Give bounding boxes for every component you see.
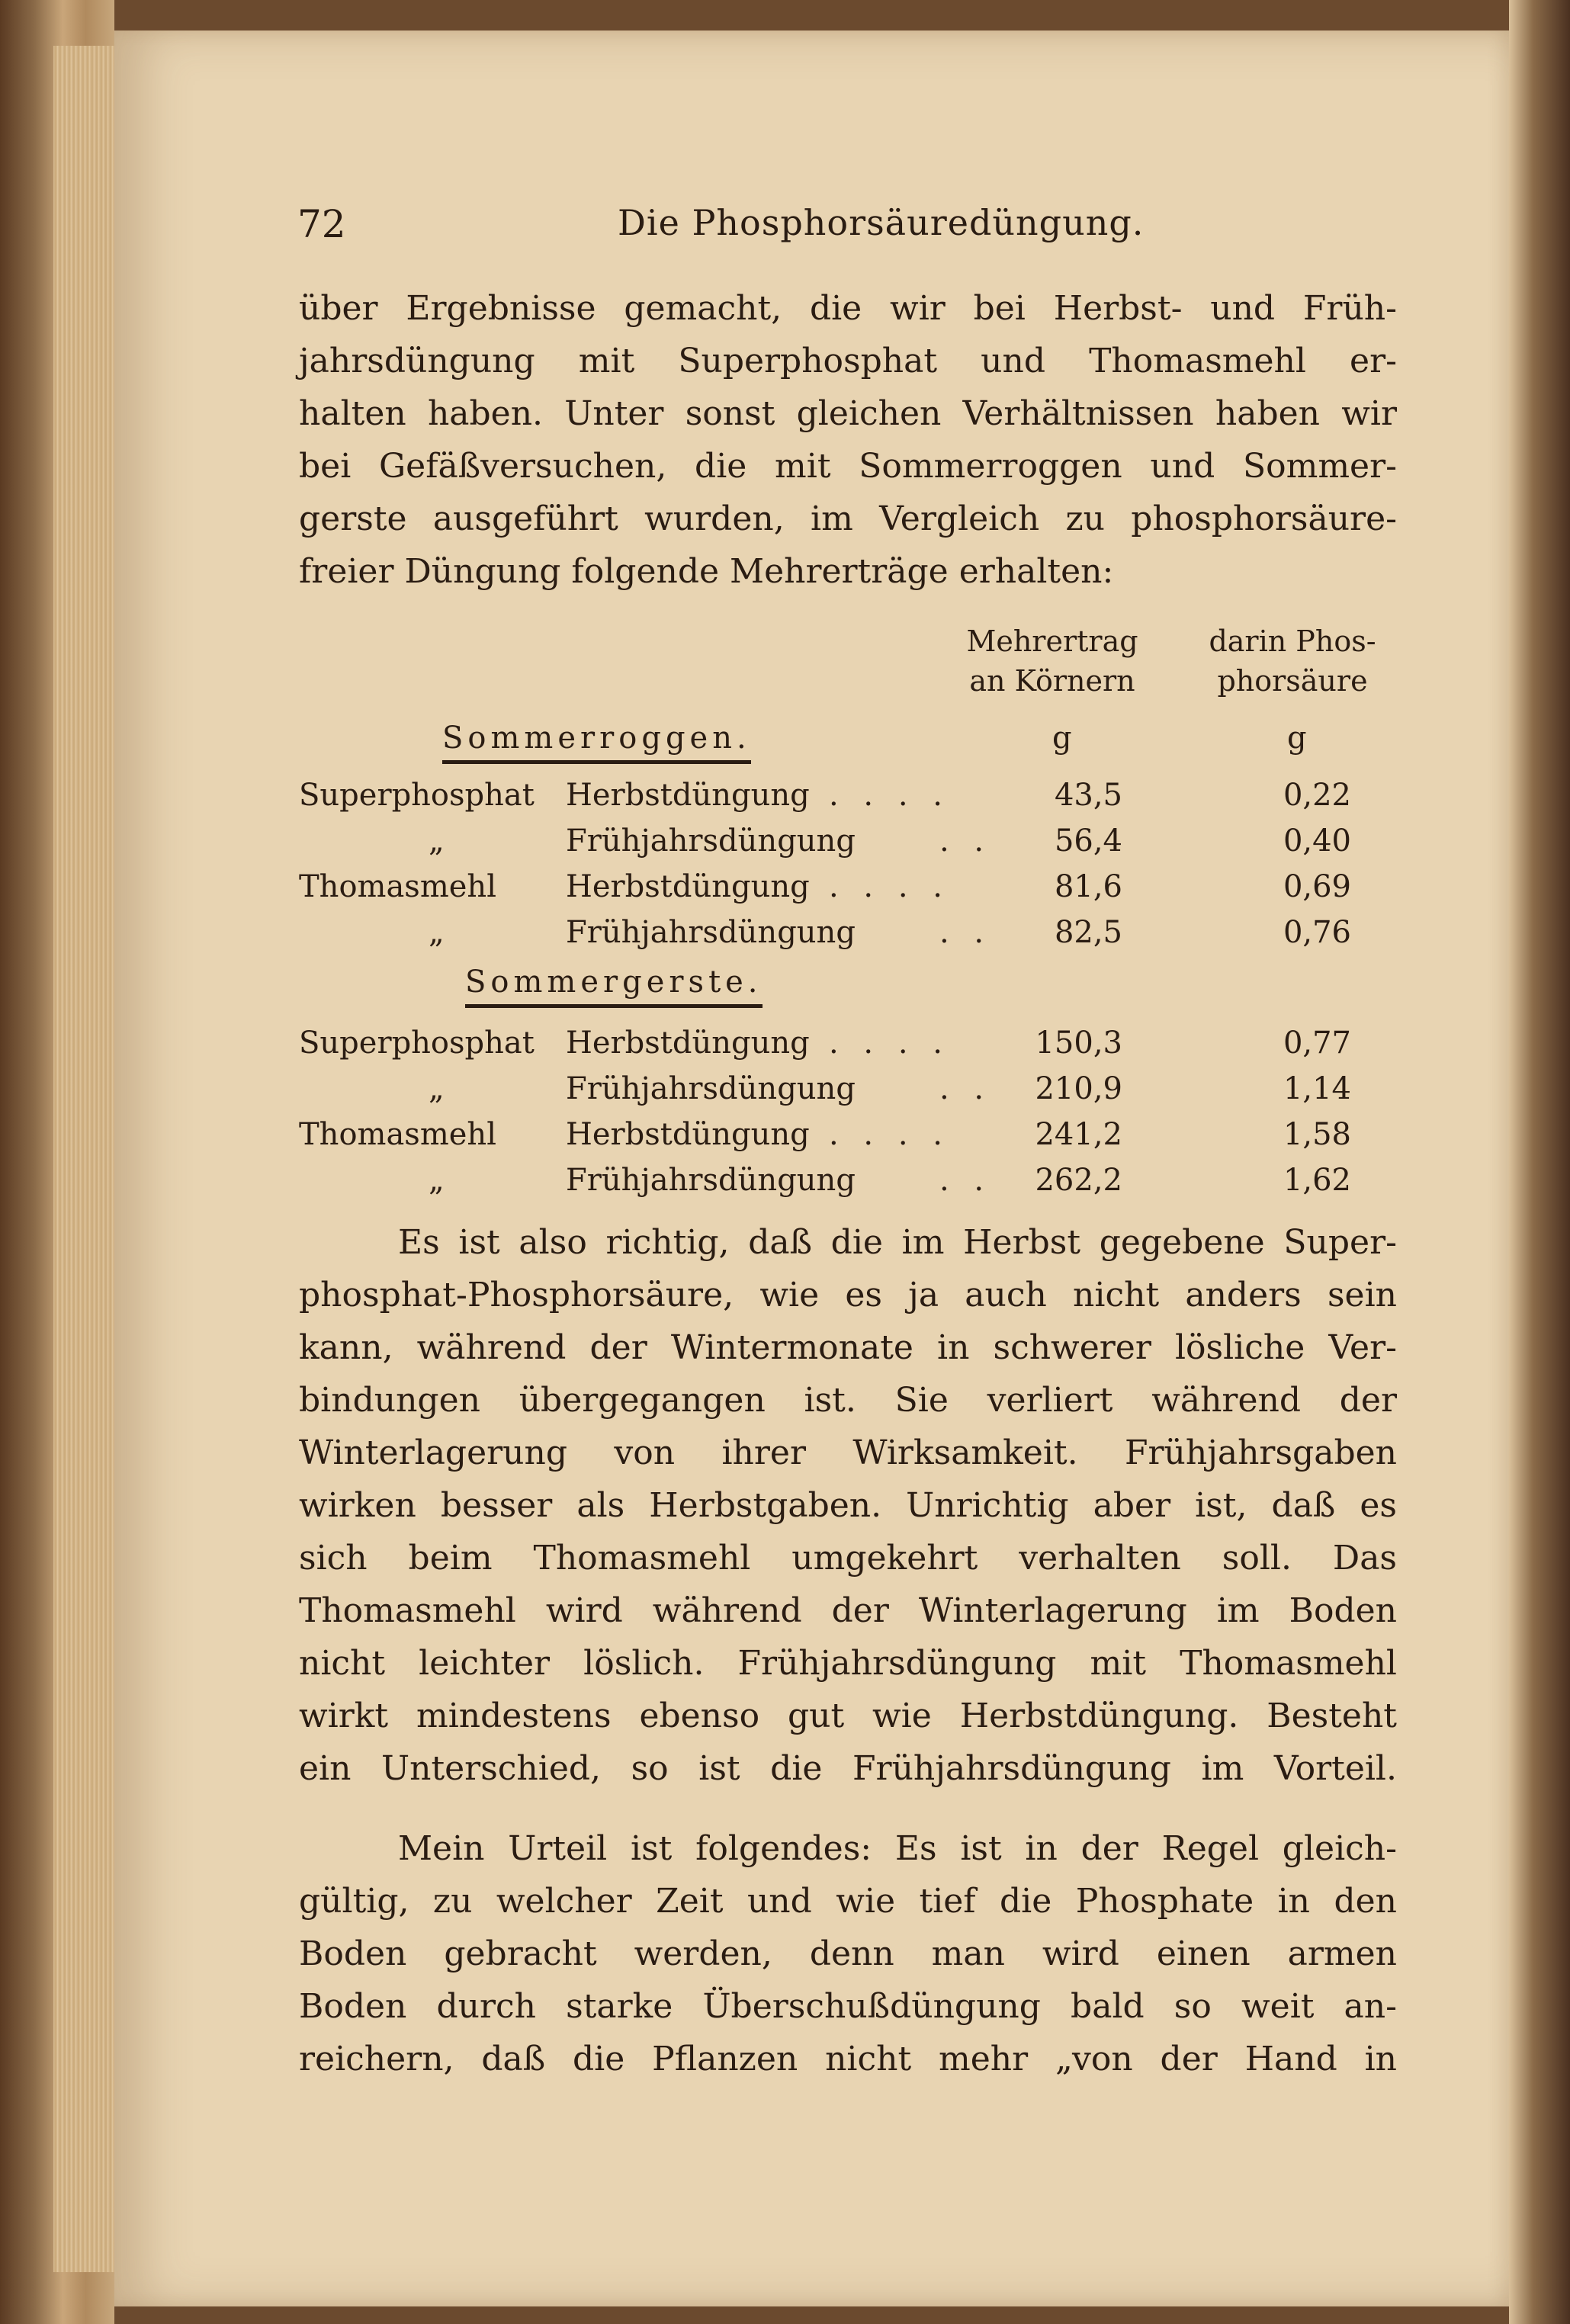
text-line: phosphat-Phosphorsäure, wie es ja auch nicht anders sein	[299, 1276, 1397, 1314]
leader-dots: . . . .	[829, 1117, 951, 1152]
intro-paragraph	[299, 282, 1397, 598]
table-row	[299, 1117, 1397, 1163]
leader-dots: . . . .	[829, 778, 951, 813]
leader-dots: . . . .	[829, 1026, 951, 1061]
text-line: kann, während der Wintermonate in schwerer lösliche Ver-	[299, 1328, 1397, 1367]
phos-cell: 0,76	[1283, 915, 1351, 950]
text-line: halten haben. Unter sonst gleichen Verhältnissen haben wir	[299, 394, 1397, 433]
text-line: sich beim Thomasmehl umgekehrt verhalten soll. Das	[299, 1539, 1397, 1578]
table-row	[299, 778, 1397, 823]
text-line: reichern, daß die Pflanzen nicht mehr „von der Hand in	[299, 2040, 1397, 2078]
column-header-yield-line: Mehrertrag	[966, 624, 1138, 658]
yield-cell: 262,2	[1035, 1163, 1122, 1198]
phos-cell: 0,40	[1283, 823, 1351, 859]
text-line: Winterlagerung von ihrer Wirksamkeit. Frühjahrsgaben	[299, 1433, 1397, 1472]
yield-cell: 43,5	[1054, 778, 1122, 813]
ditto-mark: „	[429, 1163, 445, 1198]
text-line: Boden gebracht werden, denn man wird einen armen	[299, 1934, 1397, 1973]
table-row	[299, 915, 1397, 961]
timing-cell: Frühjahrsdüngung	[566, 823, 856, 859]
section-title-sommerroggen: Sommerroggen.	[442, 721, 751, 764]
text-line: gültig, zu welcher Zeit und wie tief die Phosphate in den	[299, 1882, 1397, 1921]
table-row	[299, 869, 1397, 915]
text-line: Es ist also richtig, daß die im Herbst gegebene Super-	[398, 1223, 1397, 1262]
timing-cell: Herbstdüngung	[566, 778, 810, 813]
leader-dots: . .	[939, 823, 992, 859]
yield-cell: 210,9	[1035, 1071, 1122, 1106]
text-line: ein Unterschied, so ist die Frühjahrsdüngung im Vorteil.	[299, 1749, 1397, 1788]
ditto-mark: „	[429, 915, 445, 950]
ditto-mark: „	[429, 823, 445, 859]
text-line: jahrsdüngung mit Superphosphat und Thomasmehl er-	[299, 342, 1397, 380]
opinion-paragraph	[299, 1822, 1397, 2085]
table-row	[299, 823, 1397, 869]
text-line: bindungen übergegangen ist. Sie verliert während der	[299, 1381, 1397, 1420]
leader-dots: . . . .	[829, 869, 951, 904]
fertilizer-cell: Superphosphat	[299, 1026, 535, 1061]
phos-cell: 0,69	[1283, 869, 1351, 904]
fertilizer-cell: Superphosphat	[299, 778, 535, 813]
text-line: freier Düngung folgende Mehrerträge erhalten:	[299, 552, 1114, 591]
section-title-sommergerste: Sommergerste.	[465, 965, 763, 1008]
text-line: gerste ausgeführt wurden, im Vergleich zu phosphorsäure-	[299, 499, 1397, 538]
column-header-yield-line: an Körnern	[969, 664, 1135, 698]
fertilizer-cell: Thomasmehl	[299, 869, 496, 904]
book-right-edge	[1509, 0, 1570, 2324]
text-line: Thomasmehl wird während der Winterlagerung im Boden	[299, 1591, 1397, 1630]
yield-cell: 150,3	[1035, 1026, 1122, 1061]
running-head	[297, 202, 1395, 255]
timing-cell: Herbstdüngung	[566, 1117, 810, 1152]
timing-cell: Frühjahrsdüngung	[566, 915, 856, 950]
fertilizer-cell: Thomasmehl	[299, 1117, 496, 1152]
table-row	[299, 1163, 1397, 1209]
table-row	[299, 1026, 1397, 1071]
text-line: Mein Urteil ist folgendes: Es ist in der Regel gleich-	[398, 1829, 1397, 1868]
timing-cell: Herbstdüngung	[566, 1026, 810, 1061]
conclusion-paragraph	[299, 1216, 1397, 1795]
ditto-mark: „	[429, 1071, 445, 1106]
yield-cell: 82,5	[1054, 915, 1122, 950]
column-header-yield	[938, 621, 1167, 701]
column-header-phos-line: phorsäure	[1217, 664, 1368, 698]
text-line: wirken besser als Herbstgaben. Unrichtig aber ist, daß es	[299, 1486, 1397, 1525]
text-line: nicht leichter löslich. Frühjahrsdüngung mit Thomasmehl	[299, 1644, 1397, 1683]
column-header-phosphoric-acid	[1178, 621, 1407, 701]
page-stack	[53, 46, 122, 2272]
leader-dots: . .	[939, 1163, 992, 1198]
leader-dots: . .	[939, 1071, 992, 1106]
text-line: Boden durch starke Überschußdüngung bald so weit an-	[299, 1987, 1397, 2026]
text-line: bei Gefäßversuchen, die mit Sommerroggen und Sommer-	[299, 447, 1397, 486]
phos-cell: 0,22	[1283, 778, 1351, 813]
timing-cell: Frühjahrsdüngung	[566, 1163, 856, 1198]
unit-phos: g	[1287, 721, 1307, 756]
yield-cell: 81,6	[1054, 869, 1122, 904]
text-line: über Ergebnisse gemacht, die wir bei Herbst- und Früh-	[299, 289, 1397, 328]
phos-cell: 1,62	[1283, 1163, 1351, 1198]
yield-cell: 56,4	[1054, 823, 1122, 859]
page-number: 72	[297, 202, 346, 246]
leader-dots: . .	[939, 915, 992, 950]
timing-cell: Frühjahrsdüngung	[566, 1071, 856, 1106]
phos-cell: 1,58	[1283, 1117, 1351, 1152]
timing-cell: Herbstdüngung	[566, 869, 810, 904]
text-line: wirkt mindestens ebenso gut wie Herbstdüngung. Besteht	[299, 1696, 1397, 1735]
column-header-phos-line: darin Phos-	[1209, 624, 1376, 658]
phos-cell: 1,14	[1283, 1071, 1351, 1106]
running-title: Die Phosphorsäuredüngung.	[618, 202, 1145, 243]
table-row	[299, 1071, 1397, 1117]
yield-cell: 241,2	[1035, 1117, 1122, 1152]
unit-yield: g	[1052, 721, 1072, 756]
phos-cell: 0,77	[1283, 1026, 1351, 1061]
